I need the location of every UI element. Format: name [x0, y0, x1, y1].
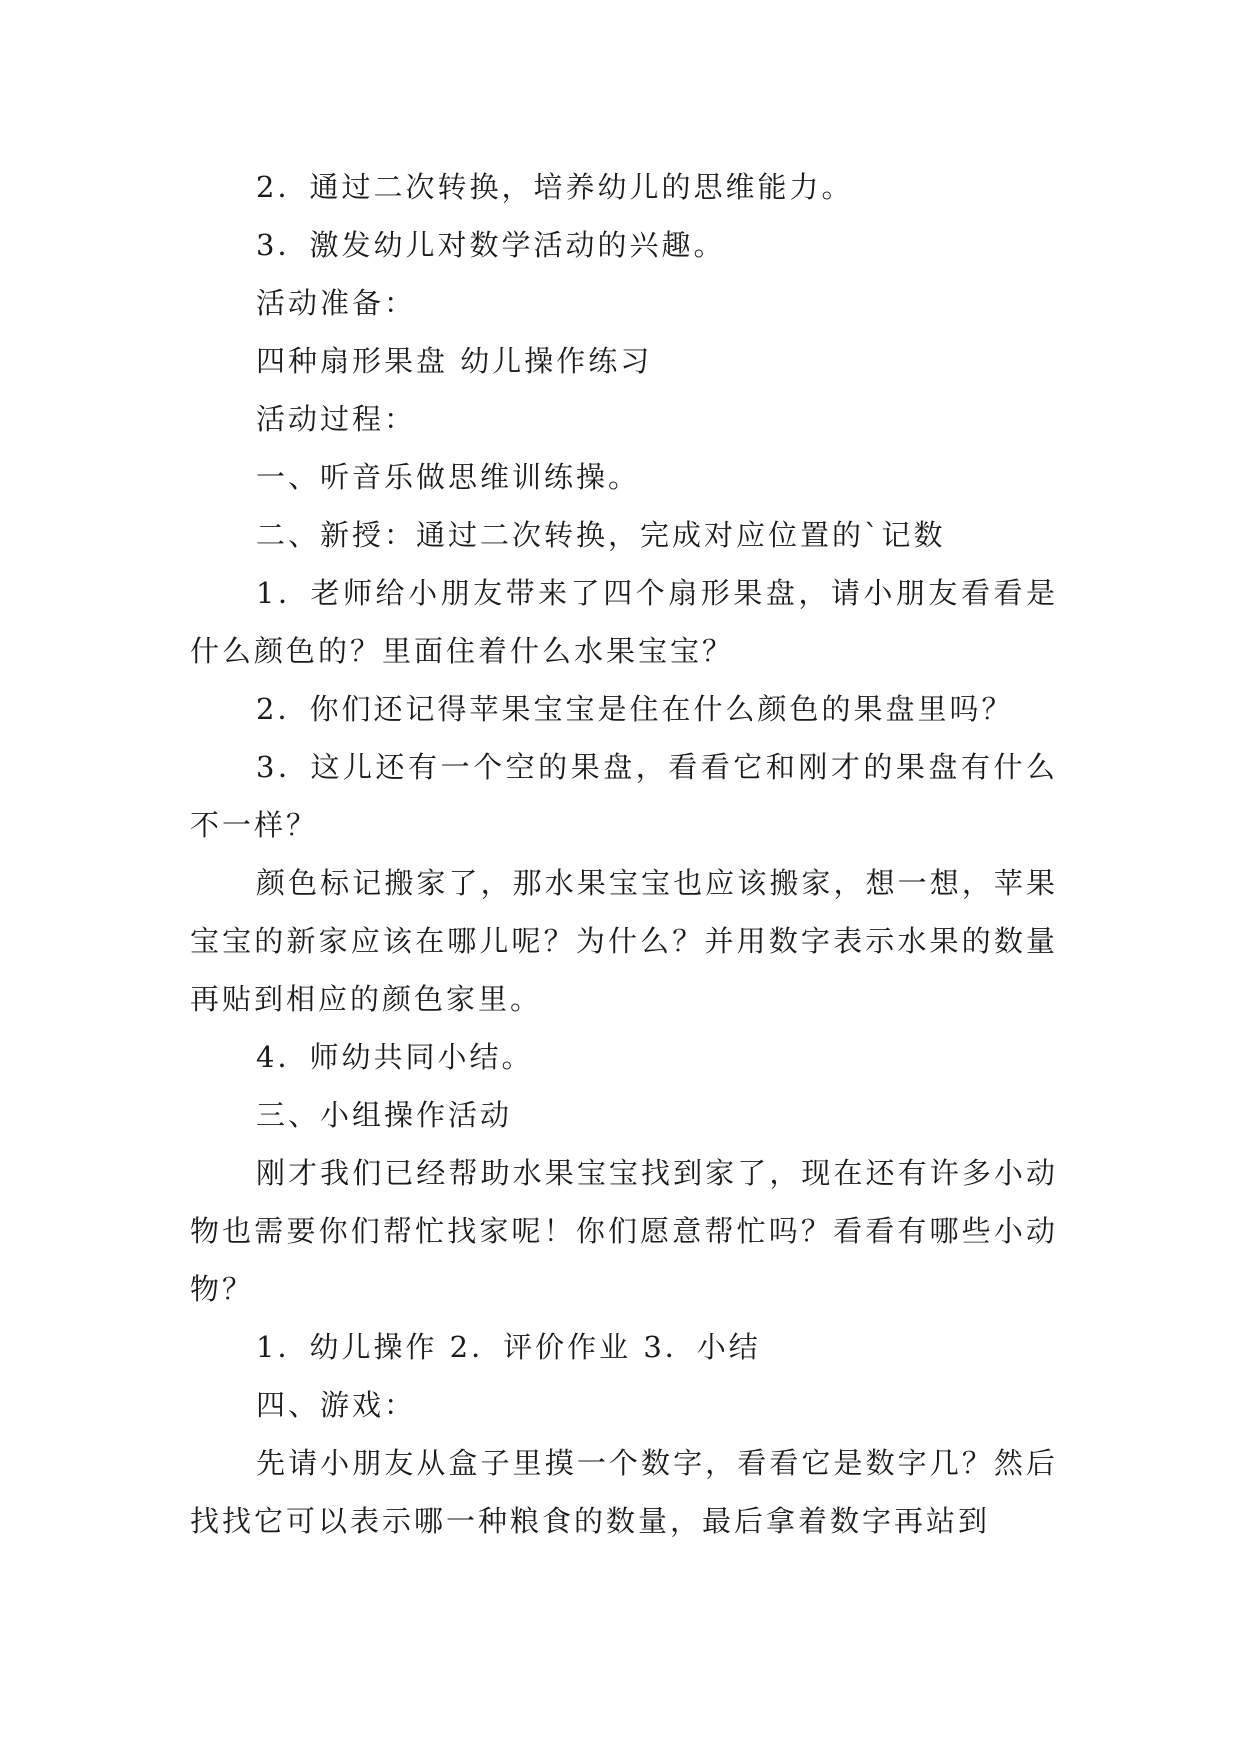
paragraph-color-move: 颜色标记搬家了，那水果宝宝也应该搬家，想一想，苹果宝宝的新家应该在哪儿呢？为什么？并用数字表示水果的数量再贴到相应的颜色家里。 [190, 866, 1058, 1016]
paragraph-substep-3: 3．这儿还有一个空的果盘，看看它和刚才的果盘有什么不一样？ [190, 750, 1058, 842]
paragraph-substep-1: 1．老师给小朋友带来了四个扇形果盘，请小朋友看看是什么颜色的？里面住着什么水果宝宝？ [190, 576, 1058, 668]
paragraph-objective-3: 3．激发幼儿对数学活动的兴趣。 [256, 228, 726, 262]
paragraph-objective-2: 2．通过二次转换，培养幼儿的思维能力。 [256, 170, 854, 204]
paragraph-game: 先请小朋友从盒子里摸一个数字，看看它是数字几？然后找找它可以表示哪一种粮食的数量，最后拿着数字再站到 [190, 1446, 1058, 1538]
paragraph-group-activity: 刚才我们已经帮助水果宝宝找到家了，现在还有许多小动物也需要你们帮忙找家呢！你们愿意帮忙吗？看看有哪些小动物？ [190, 1156, 1058, 1306]
paragraph-step-one: 一、听音乐做思维训练操。 [256, 460, 641, 494]
paragraph-step-three: 三、小组操作活动 [256, 1098, 513, 1132]
heading-process: 活动过程： [256, 402, 417, 436]
document-body [190, 158, 1058, 1550]
paragraph-materials: 四种扇形果盘 幼儿操作练习 [256, 344, 653, 378]
paragraph-substep-4: 4．师幼共同小结。 [256, 1040, 534, 1074]
paragraph-operation-list: 1．幼儿操作 2．评价作业 3．小结 [256, 1330, 761, 1364]
paragraph-step-two: 二、新授：通过二次转换，完成对应位置的`记数 [256, 518, 946, 552]
paragraph-substep-2: 2．你们还记得苹果宝宝是住在什么颜色的果盘里吗？ [256, 692, 1014, 726]
paragraph-step-four: 四、游戏： [256, 1388, 417, 1422]
heading-preparation: 活动准备： [256, 286, 417, 320]
